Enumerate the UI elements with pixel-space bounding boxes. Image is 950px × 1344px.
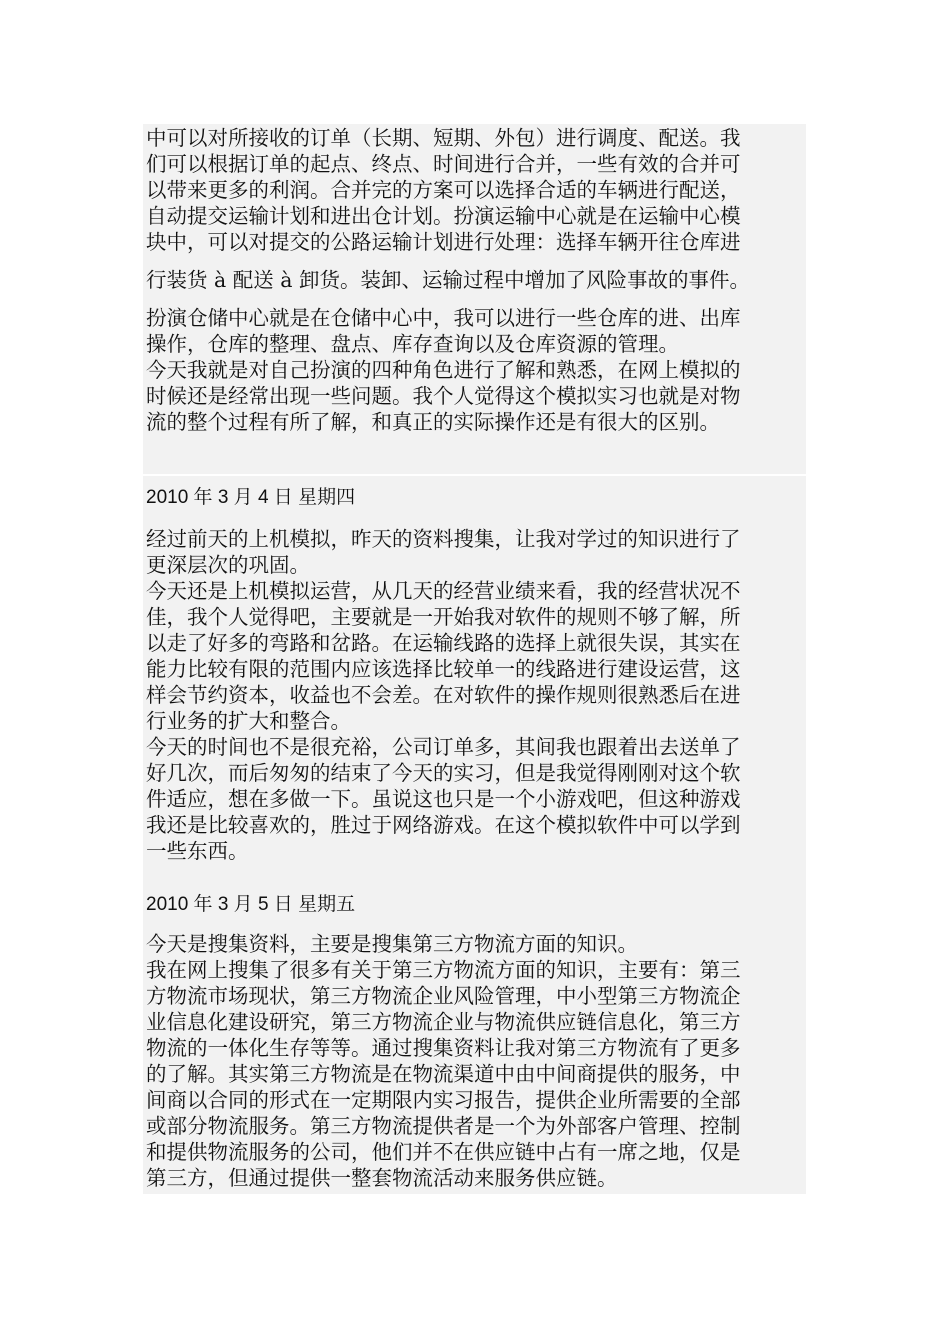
text-line: 物流的一体化生存等等。通过搜集资料让我对第三方物流有了更多	[146, 1036, 741, 1060]
text-line: 行装货 à 配送 à 卸货。装卸、运输过程中增加了风险事故的事件。	[146, 268, 751, 292]
text-panel-diary-entries	[143, 476, 806, 1194]
entry-date-heading: 2010 年 3 月 5 日 星期五	[146, 894, 356, 915]
text-line: 自动提交运输计划和进出仓计划。扮演运输中心就是在运输中心模	[146, 204, 741, 228]
diary-entry-0304	[146, 476, 804, 864]
text-line: 件适应，想在多做一下。虽说这也只是一个小游戏吧，但这种游戏	[146, 787, 741, 811]
text-line: 样会节约资本，收益也不会差。在对软件的操作规则很熟悉后在进	[146, 683, 741, 707]
text-line: 们可以根据订单的起点、终点、时间进行合并，一些有效的合并可	[146, 152, 741, 176]
text-line: 操作，仓库的整理、盘点、库存查询以及仓库资源的管理。	[146, 332, 679, 356]
diary-entry-0305	[146, 892, 804, 1191]
text-line: 业信息化建设研究，第三方物流企业与物流供应链信息化，第三方	[146, 1010, 741, 1034]
text-line: 佳，我个人觉得吧，主要就是一开始我对软件的规则不够了解，所	[146, 605, 741, 629]
paragraph-group-c	[146, 305, 804, 435]
text-panel-previous-entry	[143, 124, 806, 474]
text-line: 行业务的扩大和整合。	[146, 709, 351, 733]
entry-date-heading: 2010 年 3 月 4 日 星期四	[146, 487, 356, 508]
text-line: 时候还是经常出现一些问题。我个人觉得这个模拟实习也就是对物	[146, 384, 741, 408]
text-line: 以走了好多的弯路和岔路。在运输线路的选择上就很失误，其实在	[146, 631, 741, 655]
text-line: 今天的时间也不是很充裕，公司订单多，其间我也跟着出去送单了	[146, 735, 741, 759]
text-line: 今天是搜集资料，主要是搜集第三方物流方面的知识。	[146, 932, 638, 956]
entry-body	[146, 931, 804, 1191]
text-line: 今天我就是对自己扮演的四种角色进行了解和熟悉，在网上模拟的	[146, 358, 741, 382]
text-line: 间商以合同的形式在一定期限内实习报告，提供企业所需要的全部	[146, 1088, 741, 1112]
text-line: 一些东西。	[146, 839, 249, 863]
text-line: 和提供物流服务的公司，他们并不在供应链中占有一席之地，仅是	[146, 1140, 741, 1164]
text-line: 能力比较有限的范围内应该选择比较单一的线路进行建设运营，这	[146, 657, 741, 681]
text-line: 第三方，但通过提供一整套物流活动来服务供应链。	[146, 1166, 618, 1190]
text-line: 流的整个过程有所了解，和真正的实际操作还是有很大的区别。	[146, 410, 720, 434]
text-line: 今天还是上机模拟运营，从几天的经营业绩来看，我的经营状况不	[146, 579, 741, 603]
text-line: 我在网上搜集了很多有关于第三方物流方面的知识，主要有：第三	[146, 958, 741, 982]
text-line: 块中，可以对提交的公路运输计划进行处理：选择车辆开往仓库进	[146, 230, 741, 254]
text-line: 我还是比较喜欢的，胜过于网络游戏。在这个模拟软件中可以学到	[146, 813, 741, 837]
text-line: 的了解。其实第三方物流是在物流渠道中由中间商提供的服务，中	[146, 1062, 741, 1086]
text-line: 更深层次的巩固。	[146, 553, 310, 577]
text-line: 以带来更多的利润。合并完的方案可以选择合适的车辆进行配送，	[146, 178, 741, 202]
text-line: 经过前天的上机模拟，昨天的资料搜集，让我对学过的知识进行了	[146, 527, 741, 551]
text-line: 好几次，而后匆匆的结束了今天的实习，但是我觉得刚刚对这个软	[146, 761, 741, 785]
paragraph-group-a	[146, 124, 804, 255]
text-line: 中可以对所接收的订单（长期、短期、外包）进行调度、配送。我	[146, 126, 741, 150]
text-line: 扮演仓储中心就是在仓储中心中，我可以进行一些仓库的进、出库	[146, 306, 741, 330]
text-line: 或部分物流服务。第三方物流提供者是一个为外部客户管理、控制	[146, 1114, 741, 1138]
text-line: 方物流市场现状，第三方物流企业风险管理，中小型第三方物流企	[146, 984, 741, 1008]
entry-body	[146, 526, 804, 864]
